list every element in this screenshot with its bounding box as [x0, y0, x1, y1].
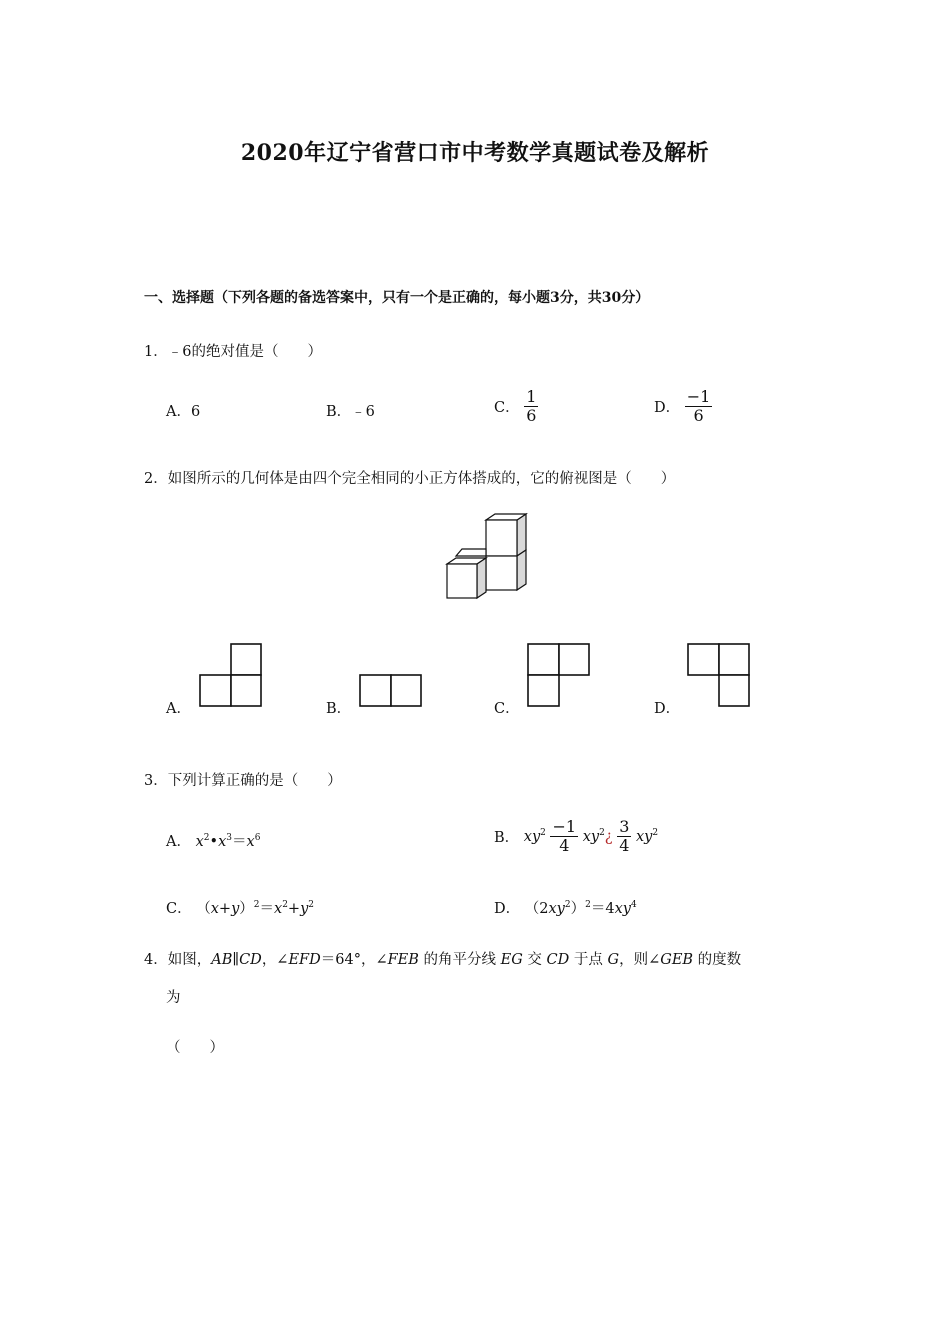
q3-option-b-fraction-2 — [617, 818, 631, 855]
fraction-numerator: −1 — [686, 387, 711, 406]
fraction-numerator: 1 — [526, 387, 537, 406]
q3-option-b-fraction-1 — [550, 818, 578, 855]
q2-option-c: C． — [494, 701, 520, 717]
q2-option-a-figure — [198, 643, 264, 709]
q3-option-d: D． $(2xy^2)^2=4xy^4$ — [494, 900, 637, 917]
q1-option-d-label: D． — [654, 400, 681, 416]
q2-option-b-figure — [358, 673, 424, 709]
fraction-numerator: 3 — [619, 817, 630, 836]
fraction-denominator: 4 — [559, 836, 570, 855]
q1-option-b: B．﹣6 — [326, 404, 375, 420]
question-1-stem: 1．﹣6的绝对值是（ ） — [144, 344, 322, 360]
q1-option-d-fraction — [685, 388, 713, 425]
q2-option-d-figure — [686, 643, 752, 709]
q1-option-c-label: C． — [494, 400, 520, 416]
q4-stem-prefix: 4．如图， — [144, 952, 212, 968]
fraction-numerator: −1 — [552, 817, 577, 836]
q3-option-a: A． $x^2•x^3=x^6$ — [166, 833, 261, 850]
question-2-stem: 2．如图所示的几何体是由四个完全相同的小正方体搭成的，它的俯视图是（ ） — [144, 471, 676, 487]
q2-option-a: A． — [166, 701, 191, 717]
q2-option-b: B． — [326, 701, 352, 717]
fraction-denominator: 4 — [619, 836, 630, 855]
q1-option-c-fraction — [524, 388, 538, 425]
fraction-denominator: 6 — [526, 406, 537, 425]
q2-option-c-figure — [526, 643, 592, 709]
q1-option-d — [654, 388, 712, 425]
page-title: 2020年辽宁省营口市中考数学真题试卷及解析 — [240, 140, 710, 166]
cube-solid-figure — [440, 512, 536, 604]
q3-option-c-label: C． — [166, 901, 192, 917]
question-4-answer-paren: （ ） — [166, 1040, 224, 1056]
q2-option-d: D． — [654, 701, 681, 717]
q1-option-c — [494, 388, 538, 425]
q3-option-d-label: D． — [494, 901, 521, 917]
question-4-stem: 4．如图，AB∥CD，∠EFD＝64°，∠FEB 的角平分线 EG 交 CD 于点 G，则∠GEB 的度数 — [144, 952, 742, 968]
question-3-stem: 3．下列计算正确的是（ ） — [144, 773, 342, 789]
garbled-symbol: ¿ — [604, 828, 613, 845]
section-heading: 一、选择题（下列各题的备选答案中，只有一个是正确的，每小题3分，共30分） — [144, 290, 650, 306]
q3-option-b: B． $xy^2$ $\frac{-1}{4}$ $xy^2¿$ $\frac{3}{4}$ $xy^2$ — [494, 817, 659, 855]
q3-option-c: C． $(x+y)^2=x^2+y^2$ — [166, 900, 315, 917]
q1-option-a: A．6 — [166, 404, 201, 420]
q3-option-a-label: A． — [166, 834, 191, 850]
fraction-denominator: 6 — [693, 406, 704, 425]
q3-option-b-label: B． — [494, 830, 520, 846]
question-4-line2: 为 — [166, 990, 181, 1006]
